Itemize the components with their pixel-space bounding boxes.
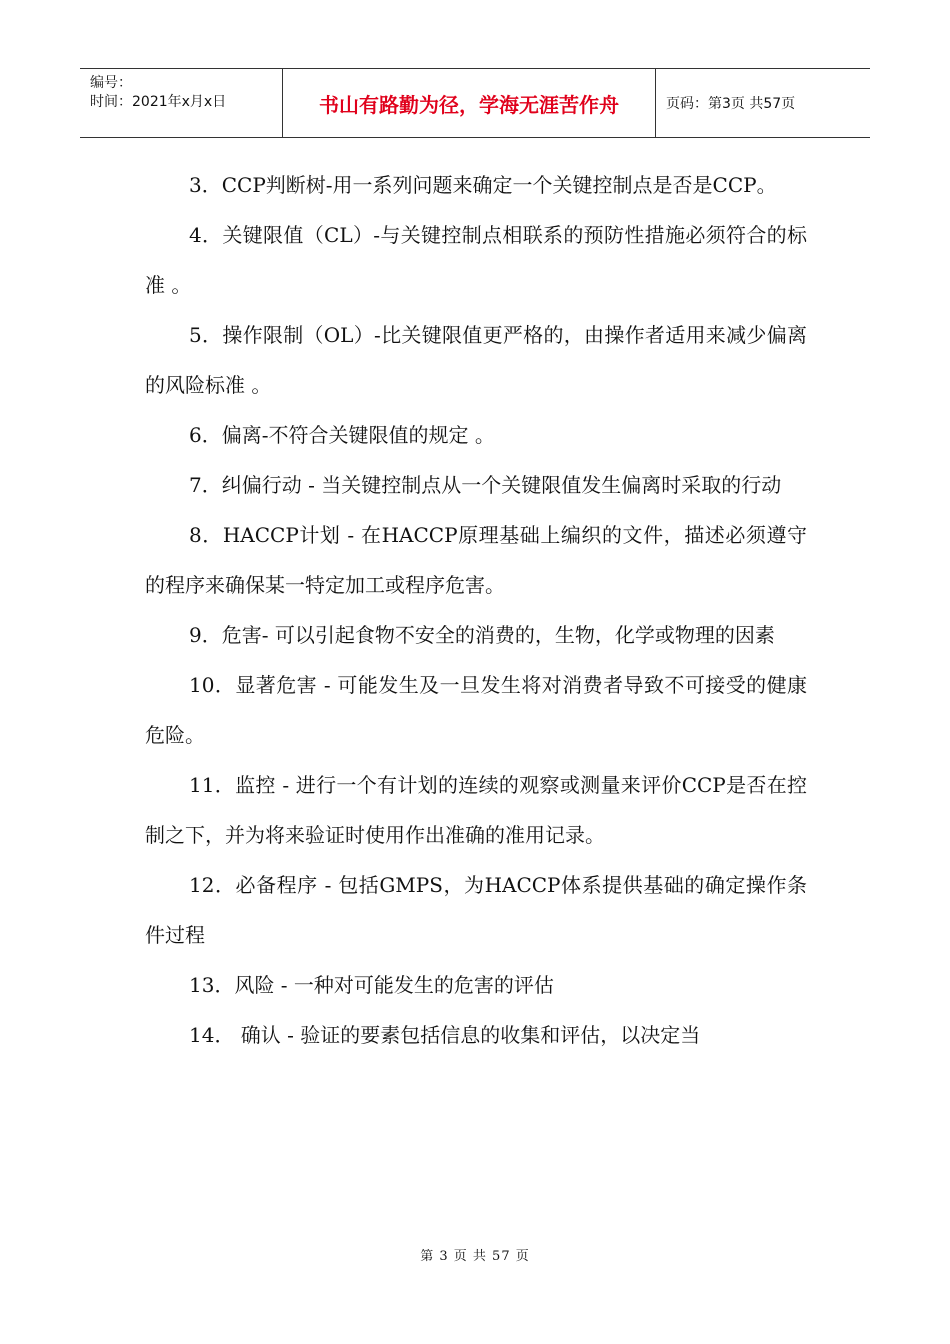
definition-paragraph: 4．关键限值（CL）-与关键控制点相联系的预防性措施必须符合的标准 。 bbox=[145, 223, 807, 297]
definition-paragraph: 10．显著危害 - 可能发生及一旦发生将对消费者导致不可接受的健康危险。 bbox=[145, 673, 807, 747]
definition-paragraph: 14． 确认 - 验证的要素包括信息的收集和评估，以决定当 bbox=[189, 1023, 701, 1047]
definition-paragraph: 9．危害- 可以引起食物不安全的消费的，生物，化学或物理的因素 bbox=[189, 623, 775, 647]
header-meta bbox=[80, 69, 283, 137]
document-date: 时间：2021年x月x日 bbox=[90, 94, 227, 110]
definition-paragraph: 5．操作限制（OL）-比关键限值更严格的，由操作者适用来减少偏离的风险标准 。 bbox=[145, 323, 807, 397]
header-page-info: 页码：第3页 共57页 bbox=[666, 96, 796, 112]
page-footer: 第 3 页 共 57 页 bbox=[420, 1249, 530, 1264]
header-motto: 书山有路勤为径，学海无涯苦作舟 bbox=[283, 69, 656, 137]
document-header bbox=[80, 68, 870, 138]
definition-paragraph: 6．偏离-不符合关键限值的规定 。 bbox=[189, 423, 495, 447]
definition-paragraph: 11．监控 - 进行一个有计划的连续的观察或测量来评价CCP是否在控制之下，并为将来验证时使用作出准确的准用记录。 bbox=[145, 773, 807, 847]
document-body bbox=[145, 160, 807, 1060]
document-number-label: 编号： bbox=[90, 75, 132, 91]
definition-paragraph: 12．必备程序 - 包括GMPS，为HACCP体系提供基础的确定操作条件过程 bbox=[145, 873, 807, 947]
definition-paragraph: 7．纠偏行动 - 当关键控制点从一个关键限值发生偏离时采取的行动 bbox=[189, 473, 782, 497]
definition-paragraph: 8．HACCP计划 - 在HACCP原理基础上编织的文件，描述必须遵守的程序来确保某一特定加工或程序危害。 bbox=[145, 523, 807, 597]
definition-paragraph: 13．风险 - 一种对可能发生的危害的评估 bbox=[189, 973, 554, 997]
definition-paragraph: 3．CCP判断树-用一系列问题来确定一个关键控制点是否是CCP。 bbox=[189, 173, 777, 197]
